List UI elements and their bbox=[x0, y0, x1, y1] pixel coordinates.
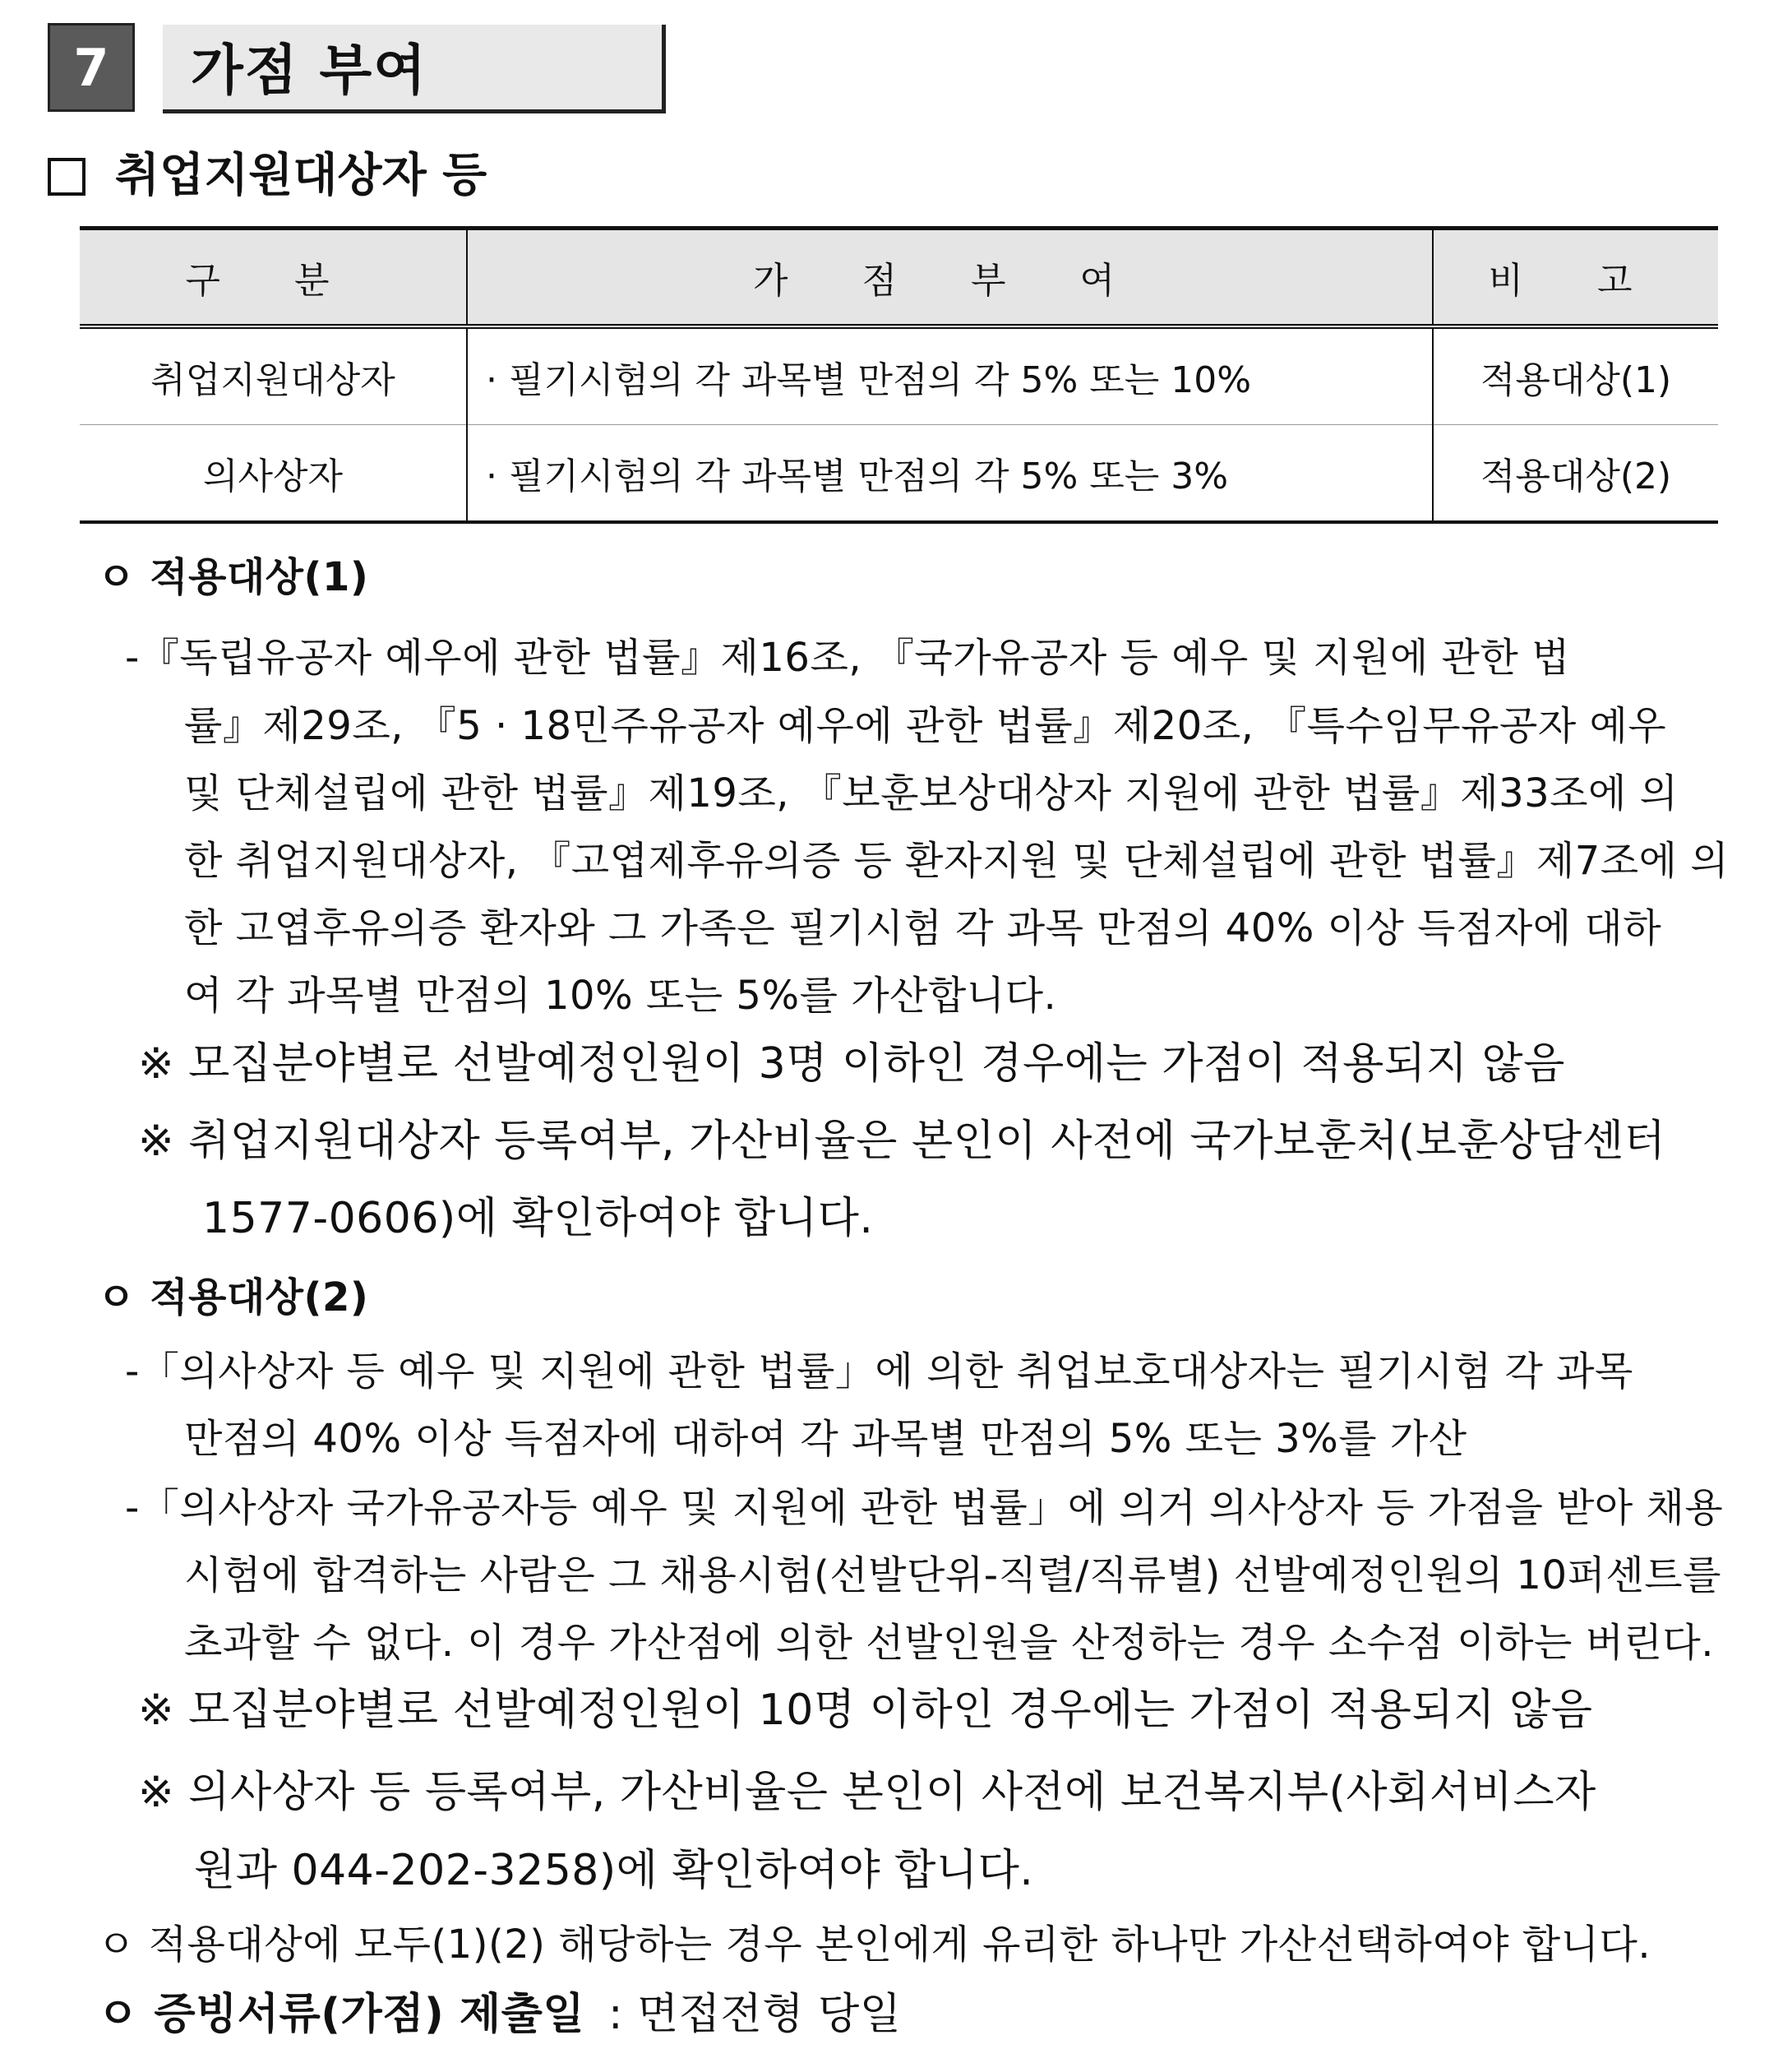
row-bonus: · 필기시험의 각 과목별 만점의 각 5% 또는 3% bbox=[467, 425, 1433, 523]
row-bonus: · 필기시험의 각 과목별 만점의 각 5% 또는 10% bbox=[467, 326, 1433, 425]
target2-heading: ㅇ 적용대상(2) bbox=[97, 1274, 369, 1320]
target2-line: 초과할 수 없다. 이 경우 가산점에 의한 선발인원을 산정하는 경우 소수점 이하는 버린다. bbox=[184, 1620, 1714, 1666]
target2-line: 시험에 합격하는 사람은 그 채용시험(선발단위-직렬/직류별) 선발예정인원의 10퍼센트를 bbox=[184, 1552, 1721, 1598]
target2-note: ※ 모집분야별로 선발예정인원이 10명 이하인 경우에는 가점이 적용되지 않음 bbox=[138, 1686, 1593, 1735]
documents-label: ㅇ 증빙서류(가점) 제출일 bbox=[97, 1990, 585, 2039]
target1-line: 률』제29조, 『5 · 18민주유공자 예우에 관한 법률』제20조, 『특수임무유공자 예우 bbox=[184, 703, 1667, 749]
target2-line: -「의사상자 등 예우 및 지원에 관한 법률」에 의한 취업보호대상자는 필기시험 각 과목 bbox=[125, 1348, 1633, 1394]
target2-note: 원과 044-202-3258)에 확인하여야 합니다. bbox=[194, 1846, 1034, 1895]
header-bonus: 가 점 부 여 bbox=[467, 229, 1433, 327]
both-applicable-note: ㅇ 적용대상에 모두(1)(2) 해당하는 경우 본인에게 유리한 하나만 가산선택하여야 합니다. bbox=[97, 1922, 1651, 1968]
row-note: 적용대상(2) bbox=[1433, 425, 1718, 523]
target1-note: 1577-0606)에 확인하여야 합니다. bbox=[202, 1194, 874, 1243]
row-category: 의사상자 bbox=[80, 425, 467, 523]
target2-line: -「의사상자 국가유공자등 예우 및 지원에 관한 법률」에 의거 의사상자 등 가점을 받아 채용 bbox=[125, 1485, 1724, 1531]
checkbox-square-icon bbox=[48, 158, 85, 196]
target2-line: 만점의 40% 이상 득점자에 대하여 각 과목별 만점의 5% 또는 3%를 가산 bbox=[184, 1416, 1467, 1462]
documents-value: : 면접전형 당일 bbox=[608, 1990, 902, 2039]
target1-heading: ㅇ 적용대상(1) bbox=[97, 554, 369, 600]
row-note: 적용대상(1) bbox=[1433, 326, 1718, 425]
table-row bbox=[80, 425, 1718, 523]
header-note: 비 고 bbox=[1433, 229, 1718, 327]
target1-line: 및 단체설립에 관한 법률』제19조, 『보훈보상대상자 지원에 관한 법률』제33조에 의 bbox=[184, 770, 1679, 816]
target1-line: 한 취업지원대상자, 『고엽제후유의증 등 환자지원 및 단체설립에 관한 법률』제7조에 의 bbox=[184, 838, 1730, 884]
target1-note: ※ 취업지원대상자 등록여부, 가산비율은 본인이 사전에 국가보훈처(보훈상담센터 bbox=[138, 1117, 1666, 1166]
header-category: 구 분 bbox=[80, 229, 467, 327]
subheading: 취업지원대상자 등 bbox=[115, 149, 487, 202]
bonus-table bbox=[80, 226, 1718, 524]
target1-line: 한 고엽후유의증 환자와 그 가족은 필기시험 각 과목 만점의 40% 이상 득점자에 대하 bbox=[184, 905, 1662, 951]
target1-line: -『독립유공자 예우에 관한 법률』제16조, 『국가유공자 등 예우 및 지원에 관한 법 bbox=[125, 635, 1570, 681]
section-title: 가점 부여 bbox=[191, 39, 428, 102]
target2-note: ※ 의사상자 등 등록여부, 가산비율은 본인이 사전에 보건복지부(사회서비스자 bbox=[138, 1768, 1596, 1817]
target1-line: 여 각 과목별 만점의 10% 또는 5%를 가산합니다. bbox=[184, 973, 1057, 1019]
row-category: 취업지원대상자 bbox=[80, 326, 467, 425]
target1-note: ※ 모집분야별로 선발예정인원이 3명 이하인 경우에는 가점이 적용되지 않음 bbox=[138, 1039, 1565, 1089]
section-number: 7 bbox=[48, 23, 135, 112]
table-header-row bbox=[80, 229, 1718, 327]
table-row bbox=[80, 326, 1718, 425]
